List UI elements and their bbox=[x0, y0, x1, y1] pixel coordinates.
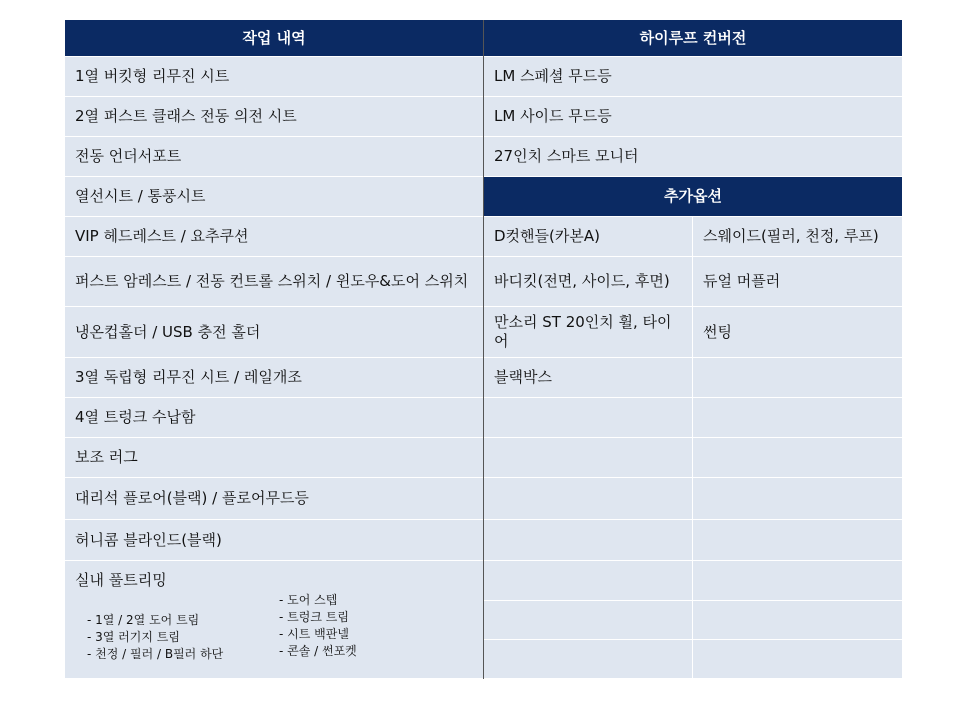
work-item: 전동 언더서포트 bbox=[65, 137, 484, 177]
work-item: 4열 트렁크 수납함 bbox=[65, 398, 484, 438]
work-table bbox=[65, 20, 903, 679]
trim-item: - 시트 백판넬 bbox=[279, 627, 349, 641]
trim-item: - 트렁크 트림 bbox=[279, 610, 349, 624]
header-hilouf: 하이루프 컨버전 bbox=[484, 20, 903, 57]
empty-cell bbox=[484, 561, 693, 601]
option-item: 바디킷(전면, 사이드, 후면) bbox=[484, 257, 693, 307]
empty-cell bbox=[693, 640, 903, 679]
trim-list-left bbox=[87, 612, 223, 663]
work-item: 2열 퍼스트 클래스 전동 의전 시트 bbox=[65, 97, 484, 137]
trim-item: - 3열 러기지 트림 bbox=[87, 630, 180, 644]
empty-cell bbox=[484, 601, 693, 640]
empty-cell bbox=[693, 561, 903, 601]
header-options: 추가옵션 bbox=[484, 177, 903, 217]
header-work: 작업 내역 bbox=[65, 20, 484, 57]
option-item: 듀얼 머플러 bbox=[693, 257, 903, 307]
empty-cell bbox=[693, 398, 903, 438]
column-divider bbox=[483, 20, 484, 679]
trim-item: - 천정 / 필러 / B필러 하단 bbox=[87, 647, 224, 661]
empty-cell bbox=[484, 520, 693, 561]
work-item: 대리석 플로어(블랙) / 플로어무드등 bbox=[65, 478, 484, 520]
option-item: 스웨이드(필러, 천정, 루프) bbox=[693, 217, 903, 257]
empty-cell bbox=[693, 358, 903, 398]
hilouf-item: 27인치 스마트 모니터 bbox=[484, 137, 903, 177]
trim-item: - 콘솔 / 썬포켓 bbox=[279, 644, 357, 658]
work-item: 1열 버킷형 리무진 시트 bbox=[65, 57, 484, 97]
option-item: 블랙박스 bbox=[484, 358, 693, 398]
work-item-label: 실내 풀트리밍 bbox=[75, 571, 167, 589]
option-item: D컷핸들(카본A) bbox=[484, 217, 693, 257]
work-item: 허니콤 블라인드(블랙) bbox=[65, 520, 484, 561]
trim-item: - 도어 스텝 bbox=[279, 593, 338, 607]
empty-cell bbox=[693, 478, 903, 520]
trim-item: - 1열 / 2열 도어 트림 bbox=[87, 613, 200, 627]
hilouf-item: LM 스페셜 무드등 bbox=[484, 57, 903, 97]
work-item: 냉온컵홀더 / USB 충전 홀더 bbox=[65, 307, 484, 358]
work-item: 퍼스트 암레스트 / 전동 컨트롤 스위치 / 윈도우&도어 스위치 bbox=[65, 257, 484, 307]
work-item: 열선시트 / 통풍시트 bbox=[65, 177, 484, 217]
work-item: 보조 러그 bbox=[65, 438, 484, 478]
empty-cell bbox=[693, 601, 903, 640]
option-item: 만소리 ST 20인치 휠, 타이어 bbox=[484, 307, 693, 358]
empty-cell bbox=[484, 438, 693, 478]
work-item: 3열 독립형 리무진 시트 / 레일개조 bbox=[65, 358, 484, 398]
empty-cell bbox=[484, 398, 693, 438]
trim-list-right bbox=[279, 592, 357, 660]
hilouf-item: LM 사이드 무드등 bbox=[484, 97, 903, 137]
empty-cell bbox=[484, 478, 693, 520]
empty-cell bbox=[484, 640, 693, 679]
option-item: 썬팅 bbox=[693, 307, 903, 358]
work-item: VIP 헤드레스트 / 요추쿠션 bbox=[65, 217, 484, 257]
empty-cell bbox=[693, 438, 903, 478]
empty-cell bbox=[693, 520, 903, 561]
